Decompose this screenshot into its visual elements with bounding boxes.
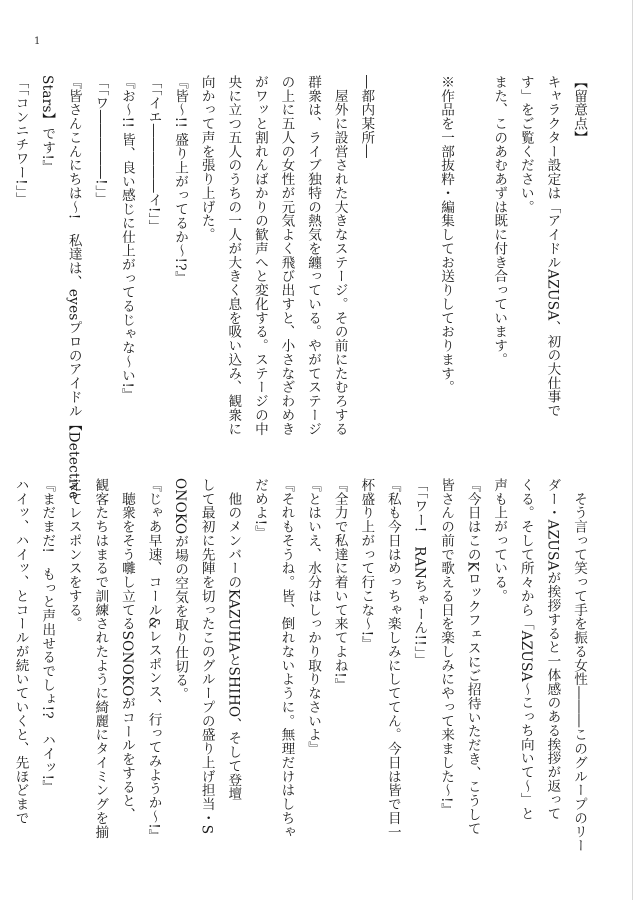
text-line: 【留意点】 — [571, 75, 587, 145]
text-line: 他のメンバーのKAZUHAとSHIHO、そして登壇 — [225, 478, 242, 801]
text-block-top — [12, 75, 592, 500]
text-line: 群衆は、ライブ独特の熱気を纏っている。やがてステージ — [305, 75, 322, 436]
text-line: ONOKOが場の空気を取り仕切る。 — [172, 478, 189, 701]
text-line: 『じゃあ早速、コール&レスポンス、行ってみようか～!』 — [145, 478, 162, 843]
text-line: だめよ!』 — [251, 478, 268, 540]
text-line: ―都内某所― — [358, 75, 375, 159]
text-line: 観客たちはまるで訓練されたように綺麗にタイミングを揃 — [92, 478, 109, 839]
text-line: 皆さんの前で歌える日を楽しみにやって来ました～!』 — [438, 478, 455, 817]
text-line: 『まだまだ! もっと声出せるでしょ!? ハイッ!』 — [39, 478, 56, 795]
text-line: 『とはいえ、水分はしっかり取りなさいよ』 — [305, 478, 322, 756]
text-line: えてレスポンスをする。 — [65, 478, 82, 631]
text-line: ハイッ、ハイッ、とコールが続いていくと、先ほどまで — [12, 478, 29, 825]
text-line: 声も上がっている。 — [491, 478, 508, 603]
text-line: 『私も今日はめっちゃ楽しみにしててん。今日は皆で目一 — [384, 478, 401, 839]
blank-line — [379, 75, 406, 447]
text-line: キャラクター設定は「アイドルAZUSA、初の大仕事で — [544, 75, 561, 418]
text-line: 杯盛り上がって行こな～!』 — [358, 478, 375, 651]
text-line: 屋外に設営された大きなステージ。その前にたむろする — [331, 75, 348, 436]
text-line: 『全力で私達に着いて来てよね!』 — [331, 478, 348, 692]
text-line: 『皆さんこんにちは～! 私達は、eyesプロのアイドル【Detective — [65, 75, 82, 500]
text-line: 向かって声を張り上げた。 — [198, 75, 215, 242]
text-line: また、このあむあずは既に付き合っています。 — [491, 75, 508, 367]
text-line: して最初に先陣を切ったこのグループの盛り上げ担当・S — [198, 478, 215, 835]
text-line: 央に立つ五人のうちの一人が大きく息を吸い込み、観衆に — [225, 75, 242, 436]
text-line: 『皆～!! 盛り上がってるか～!?』 — [172, 75, 189, 285]
blank-line — [406, 75, 433, 447]
text-line: 「「イエ―――――イ!」」 — [145, 75, 162, 234]
text-line: 聴衆をそう囃し立てるSONOKOがコールをすると、 — [118, 478, 135, 822]
page-number: 1 — [34, 36, 41, 47]
text-line: の上に五人の女性が元気よく飛び出すと、小さなざわめき — [278, 75, 295, 436]
text-line: Stars】です!』 — [39, 75, 56, 174]
text-line: くる。そして所々から「AZUSA～こっち向いて～」と — [517, 478, 534, 821]
text-line: 『お～!! 皆、良い感じに仕上がってるじゃな～い!』 — [118, 75, 135, 402]
text-line: そう言って笑って手を振る女性―――このグループのリー — [571, 478, 587, 853]
blank-line — [459, 75, 486, 447]
text-line: 「「ワ―――――!」」 — [92, 75, 109, 206]
text-line: 『今日はこのKロックフェスにご招待いただき、こうして — [464, 478, 481, 836]
text-line: す」をご覧ください。 — [517, 75, 534, 214]
text-line: ※作品を一部抜粋・編集してお送りしております。 — [438, 75, 455, 395]
text-line: がワッと割れんばかりの歓声へと変化する。ステージの中 — [251, 75, 268, 436]
text-block-bottom — [12, 478, 592, 853]
text-line: 『それもそうね。皆、倒れないように。無理だけはしちゃ — [278, 478, 295, 839]
text-line: 「「ワー! RANちゃーん!!」」 — [411, 478, 428, 667]
text-line: ダー・AZUSAが挨拶すると一体感のある挨拶が返って — [544, 478, 561, 821]
text-line: 「「コンニチワー!」」 — [12, 75, 29, 206]
